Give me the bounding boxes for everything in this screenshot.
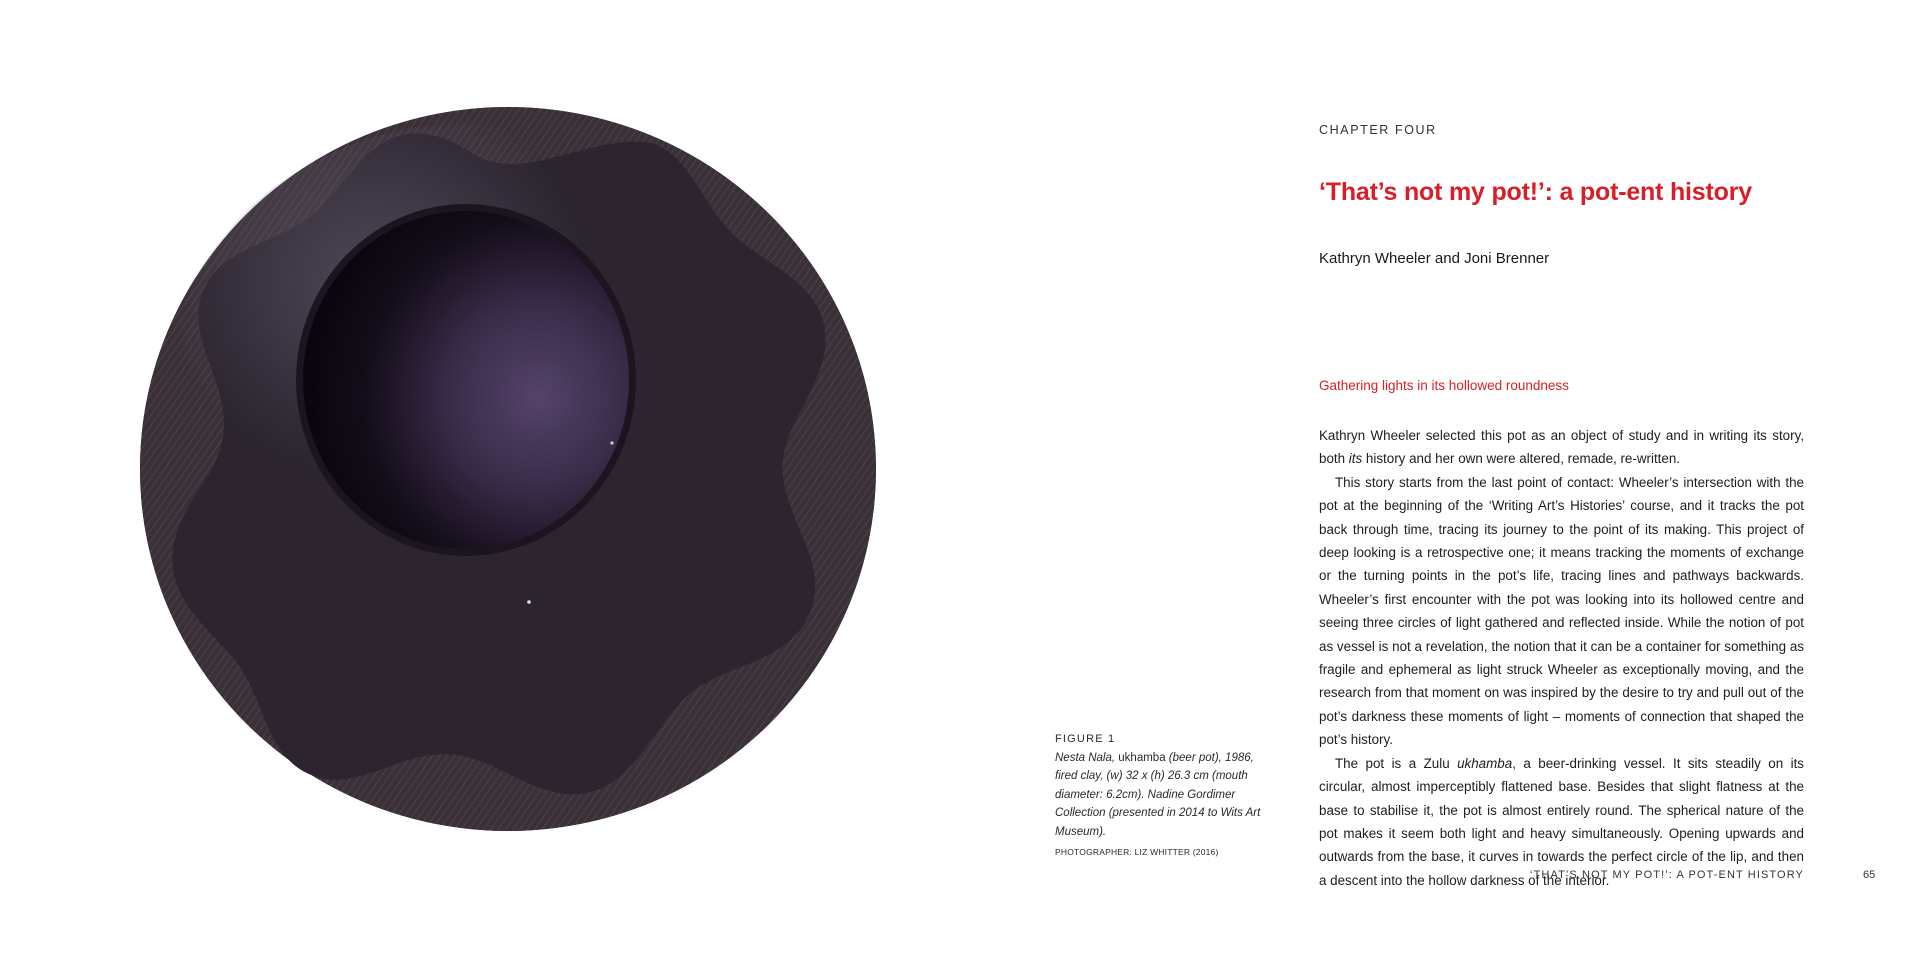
paragraph-1-text: Kathryn Wheeler selected this pot as an object of study and in writing its story, both <box>1319 428 1804 467</box>
paragraph-1 <box>1319 424 1804 471</box>
photo-credit: PHOTOGRAPHER: LIZ WHITTER (2016) <box>1055 846 1219 857</box>
running-head: ‘THAT’S NOT MY POT!’: A POT-ENT HISTORY <box>1530 869 1804 881</box>
figure-details: (beer pot), 1986, fired clay, (w) 32 x (h) 26.3 cm (mouth diameter: 6.2cm). Nadine Gordimer Collection (presented in 2014 to Wits Art Museum). <box>1055 751 1261 838</box>
body-text <box>1319 424 1804 892</box>
section-heading: Gathering lights in its hollowed roundness <box>1319 378 1569 393</box>
light-glint <box>527 600 531 604</box>
figure-label: FIGURE 1 <box>1055 733 1116 745</box>
figure-artist: Nesta Nala, <box>1055 751 1116 764</box>
light-glint <box>610 441 613 444</box>
chapter-title: ‘That’s not my pot!’: a pot-ent history <box>1319 178 1752 206</box>
figure-object-name: ukhamba <box>1115 751 1169 764</box>
paragraph-3-text: The pot is a Zulu <box>1335 755 1458 771</box>
pot-photograph <box>134 104 882 834</box>
paragraph-3-emphasis: ukhamba <box>1457 755 1513 771</box>
page-number: 65 <box>1863 869 1876 881</box>
chapter-label: CHAPTER FOUR <box>1319 123 1437 137</box>
paragraph-3-text-end: , a beer-drinking vessel. It sits steadily on its circular, almost imperceptibly flattened base. Besides that slight flatness at the base to stabilise it, the pot is almost entirely round. The spherical nature of the pot makes it seem both light and heavy simultaneously. Opening upwards and outwards from the base, it curves in towards the perfect circle of the lip, and then a descent into the hollow darkness of the interior. <box>1319 755 1804 888</box>
paragraph-1-text-end: history and her own were altered, remade, re-written. <box>1362 451 1681 467</box>
figure-caption <box>1055 730 1270 862</box>
chapter-authors: Kathryn Wheeler and Joni Brenner <box>1319 250 1550 267</box>
pot-mouth <box>303 211 629 549</box>
paragraph-1-emphasis: its <box>1348 451 1363 467</box>
pot-illustration <box>134 104 882 834</box>
paragraph-2: This story starts from the last point of contact: Wheeler’s intersection with the pot at the beginning of the ‘Writing Art’s Histories’ course, and it tracks the pot back through time, tracing its journey to the point of its making. This project of deep looking is a retrospective one; it means tracking the moments of exchange or the turning points in the pot’s life, tracing lines and pathways backwards. Wheeler’s first encounter with the pot was looking into its hollowed centre and seeing three circles of light gathered and reflected inside. While the notion of pot as vessel is not a revelation, the notion that it can be a container for something as fragile and ephemeral as light struck Wheeler as exceptionally moving, and the research from that moment on was inspired by the desire to try and pull out of the pot’s darkness these moments of light – moments of connection that shaped the pot’s history. <box>1319 474 1804 748</box>
figure-description <box>1055 749 1270 842</box>
